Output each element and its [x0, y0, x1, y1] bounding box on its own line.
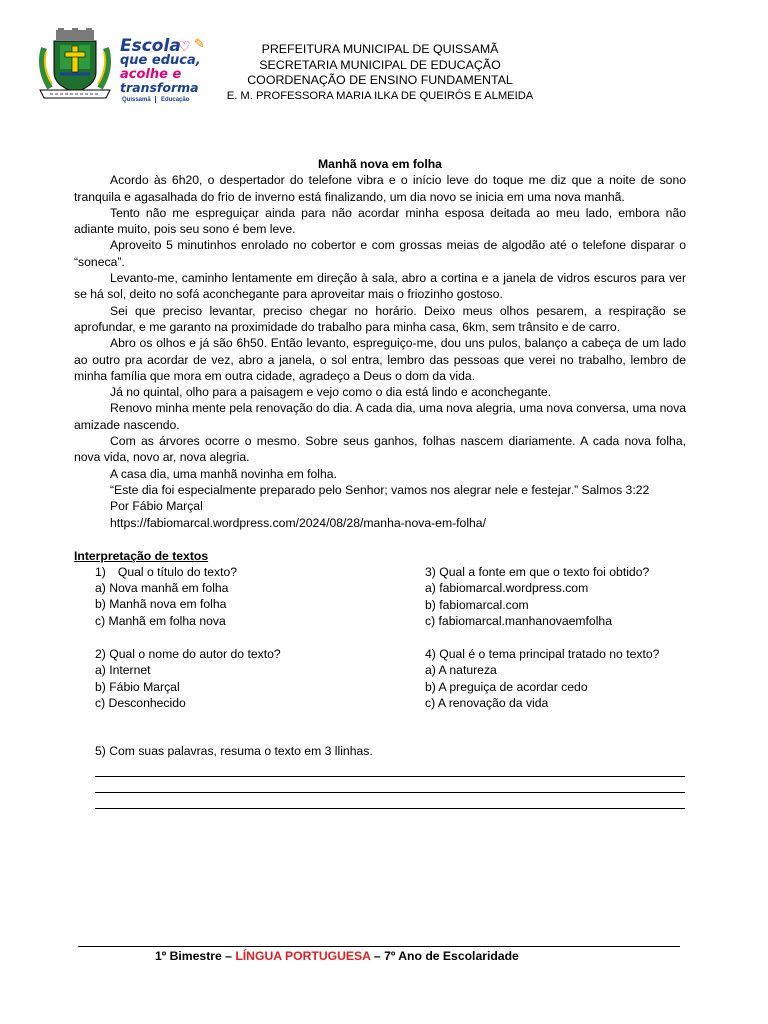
text-title: Manhã nova em folha: [318, 157, 442, 171]
option-item: b) fabiomarcal.com: [425, 597, 529, 612]
question-2: [95, 646, 281, 711]
option-item: c) Desconhecido: [95, 695, 186, 710]
text-author: Por Fábio Marçal: [110, 499, 203, 514]
option-item: a) Nova manhã em folha: [95, 581, 229, 595]
text-paragraph: Tento não me espreguiçar ainda para não acordar minha esposa deitada ao meu lado, embora não adiante muito, pois seu sono é bem leve.: [74, 205, 686, 237]
header-line-coordenacao: COORDENAÇÃO DE ENSINO FUNDAMENTAL: [247, 73, 513, 87]
text-paragraph: Já no quintal, olho para a paisagem e vejo como o dia está lindo e aconchegante.: [110, 385, 552, 400]
pencil-icon: ✎: [194, 36, 205, 51]
option-item: c) A renovação da vida: [425, 695, 549, 710]
reading-text: [74, 156, 686, 531]
logo-line-3: acolhe e: [120, 67, 182, 82]
question-1-number: 1): [95, 565, 106, 579]
option-item: a) fabiomarcal.wordpress.com: [425, 581, 589, 596]
text-paragraph: Levanto-me, caminho lentamente em direção à sala, abro a cortina e a janela de vidros escuros para ver se há sol, deito no sofá aconchegante para aproveitar mais o friozinho gostoso.: [74, 271, 686, 302]
header-line-prefeitura: PREFEITURA MUNICIPAL DE QUISSAMÃ: [261, 42, 499, 56]
logo-line-4: transforma: [120, 80, 199, 95]
question-1-options: [95, 580, 228, 629]
question-3: [425, 564, 649, 629]
logo-line-2: que educa,: [120, 53, 201, 68]
footer-divider: [78, 946, 680, 947]
question-3-text: 3) Qual a fonte em que o texto foi obtido?: [425, 565, 650, 579]
footer-grade: – 7º Ano de Escolaridade: [370, 949, 519, 963]
answer-line[interactable]: [95, 792, 685, 793]
text-paragraph: Acordo às 6h20, o despertador do telefone vibra e o início leve do toque me diz que a noite de sono tranquila e agasalhada do frio de inverno está finalizando, um dia novo se inicia em uma nova manhã.: [74, 173, 686, 204]
logo-badge-right: Educação: [161, 97, 190, 104]
logo-badge: [122, 96, 189, 103]
text-paragraph: A casa dia, uma manhã novinha em folha.: [110, 466, 337, 481]
option-item: c) fabiomarcal.manhanovaemfolha: [425, 613, 612, 628]
footer: [155, 948, 519, 964]
school-program-logo: [120, 36, 214, 104]
text-paragraph: Aproveito 5 minutinhos enrolado no cobertor e com grossas meias de algodão até o telefone disparar o “soneca”.: [74, 238, 686, 269]
option-item: b) Manhã nova em folha: [95, 597, 227, 612]
text-paragraph: Com as árvores ocorre o mesmo. Sobre seus ganhos, folhas nascem diariamente. A cada nova folha, nova vida, novo ar, nova alegria.: [74, 434, 686, 465]
text-source-url: https://fabiomarcal.wordpress.com/2024/08/28/manha-nova-em-folha/: [110, 515, 486, 530]
questions-heading: Interpretação de textos: [74, 549, 209, 563]
document-header: [220, 42, 540, 104]
footer-subject: LÍNGUA PORTUGUESA: [235, 949, 371, 963]
text-paragraph: Sei que preciso levantar, preciso chegar no horário. Deixo meus olhos pesarem, a respiração se aprofundar, e me garanto na proximidade do trabalho para minha casa, 6km, sem trânsito e de carro.: [74, 303, 686, 334]
logo-line-1: Escola: [120, 36, 181, 56]
question-4: [425, 646, 659, 711]
option-item: b) Fábio Marçal: [95, 679, 180, 694]
footer-bimester: 1º Bimestre –: [155, 949, 236, 963]
text-quote: “Este dia foi especialmente preparado pelo Senhor; vamos nos alegrar nele e festejar.” Salmos 3:22: [110, 482, 650, 497]
option-item: c) Manhã em folha nova: [95, 613, 226, 628]
answer-line[interactable]: [95, 808, 685, 809]
coat-of-arms-emblem: [36, 28, 114, 100]
question-5-text: 5) Com suas palavras, resuma o texto em 3 llinhas.: [95, 744, 373, 758]
option-item: b) A preguiça de acordar cedo: [425, 679, 588, 694]
heart-icon: ♡: [178, 38, 191, 54]
answer-line[interactable]: [95, 776, 685, 777]
question-1: [95, 564, 237, 580]
question-4-text: 4) Qual é o tema principal tratado no texto?: [425, 647, 660, 661]
text-paragraph: Abro os olhos e já são 6h50. Então levanto, espreguiço-me, dou uns pulos, balanço a cabeça de um lado ao outro pra acordar de vez, abro a janela, o sol entra, lembro das pessoas que verei no trabalho, lembro de minha família que mora em outra cidade, agradeço a Deus o dom da vida.: [74, 336, 686, 383]
question-1-text: Qual o título do texto?: [117, 565, 238, 579]
option-item: a) Internet: [95, 663, 151, 678]
text-paragraph: Renovo minha mente pela renovação do dia. A cada dia, uma nova alegria, uma nova conversa, uma nova amizade nascendo.: [74, 401, 686, 432]
question-2-text: 2) Qual o nome do autor do texto?: [95, 647, 281, 661]
option-item: a) A natureza: [425, 663, 497, 678]
logo-badge-left: Quissamã: [122, 97, 151, 104]
header-line-secretaria: SECRETARIA MUNICIPAL DE EDUCAÇÃO: [259, 57, 501, 72]
header-line-escola: E. M. PROFESSORA MARIA ILKA DE QUEIRÓS E ALMEIDA: [226, 89, 534, 102]
